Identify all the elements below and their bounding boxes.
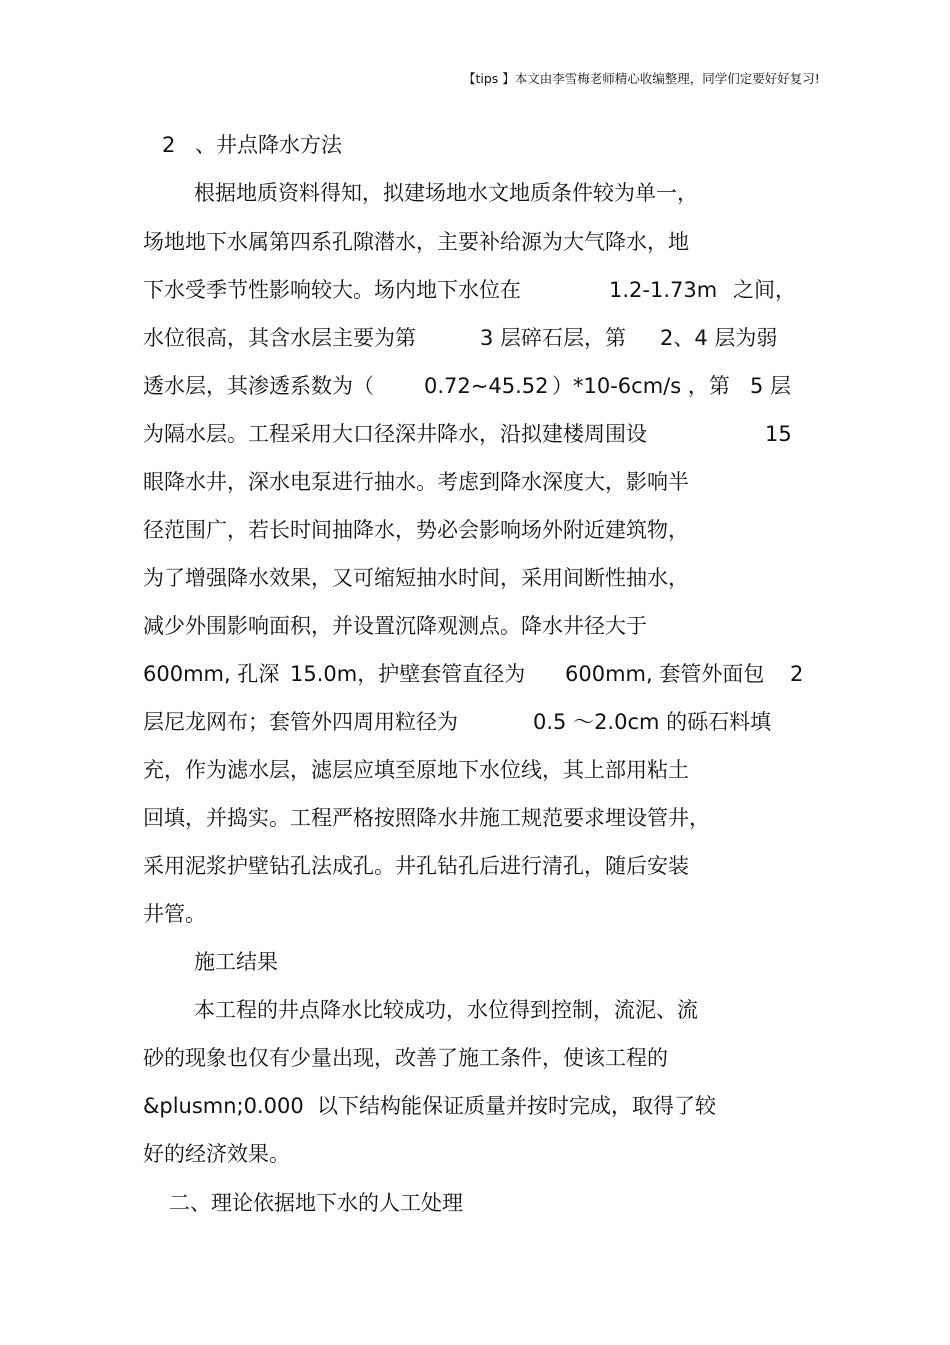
text-segment: 0.72~45.52 <box>424 374 549 398</box>
section-title <box>0 131 950 159</box>
text-segment: 为了增强降水效果，又可缩短抽水时间，采用间断性抽水， <box>143 566 689 590</box>
text-segment: &plusmn;0.000 <box>143 1094 304 1118</box>
text-segment: 眼降水井，深水电泵进行抽水。考虑到降水深度大，影响半 <box>143 470 689 494</box>
text-segment: 减少外围影响面积，并设置沉降观测点。降水井径大于 <box>143 614 647 638</box>
text-segment: 径范围广，若长时间抽降水，势必会影响场外附近建筑物， <box>143 518 689 542</box>
text-segment: 透水层，其渗透系数为（ <box>143 374 374 398</box>
section2-title <box>0 1189 950 1217</box>
paragraph-line <box>0 324 950 352</box>
paragraph-line <box>0 564 950 592</box>
text-segment: 本工程的井点降水比较成功，水位得到控制，流泥、流 <box>194 998 698 1022</box>
text-segment: 15 <box>765 422 792 446</box>
result-heading <box>0 948 950 976</box>
result-heading-text: 施工结果 <box>194 950 278 974</box>
text-segment: 600mm, 孔深 <box>143 662 280 686</box>
text-segment: 根据地质资料得知，拟建场地水文地质条件较为单一， <box>194 181 698 205</box>
text-segment: 采用泥浆护壁钻孔法成孔。井孔钻孔后进行清孔，随后安装 <box>143 854 689 878</box>
text-segment: 场地地下水属第四系孔隙潜水，主要补给源为大气降水，地 <box>143 230 689 254</box>
text-segment: 充，作为滤水层，滤层应填至原地下水位线，其上部用粘土 <box>143 758 689 782</box>
paragraph-line <box>0 900 950 928</box>
paragraph-line <box>0 468 950 496</box>
paragraph-line <box>0 276 950 304</box>
paragraph-line <box>0 660 950 688</box>
text-segment: 2、4 层为弱 <box>660 326 778 350</box>
text-segment: 15.0m，护壁套管直径为 <box>290 662 526 686</box>
text-segment: 0.5 ～2.0cm 的砾石料填 <box>533 710 772 734</box>
text-segment: 1.2-1.73m <box>609 278 718 302</box>
text-segment: 下水受季节性影响较大。场内地下水位在 <box>143 278 521 302</box>
paragraph-line <box>0 228 950 256</box>
paragraph-line <box>0 1140 950 1168</box>
text-segment: 3 层碎石层，第 <box>480 326 627 350</box>
paragraph-line <box>0 1044 950 1072</box>
text-segment: 为隔水层。工程采用大口径深井降水，沿拟建楼周围设 <box>143 422 647 446</box>
paragraph-line <box>0 179 950 207</box>
paragraph-line <box>0 420 950 448</box>
section-title-text: 、井点降水方法 <box>195 133 342 157</box>
section2-title-text: 二、理论依据地下水的人工处理 <box>169 1191 463 1215</box>
paragraph-line <box>0 1092 950 1120</box>
text-segment: 层尼龙网布；套管外四周用粒径为 <box>143 710 458 734</box>
text-segment: ）*10-6cm/s ，第 <box>552 374 730 398</box>
paragraph-line <box>0 756 950 784</box>
text-segment: 回填，并捣实。工程严格按照降水井施工规范要求埋设管井， <box>143 806 710 830</box>
text-segment: 2 <box>790 662 804 686</box>
paragraph-line <box>0 708 950 736</box>
text-segment: 井管。 <box>143 902 206 926</box>
text-segment: 之间， <box>733 278 796 302</box>
paragraph-line <box>0 996 950 1024</box>
text-segment: 以下结构能保证质量并按时完成，取得了较 <box>317 1094 716 1118</box>
text-segment: 好的经济效果。 <box>143 1142 290 1166</box>
paragraph-line <box>0 804 950 832</box>
text-segment: 600mm, 套管外面包 <box>565 662 765 686</box>
text-segment: 水位很高，其含水层主要为第 <box>143 326 416 350</box>
paragraph-line <box>0 372 950 400</box>
paragraph-line <box>0 852 950 880</box>
paragraph-line <box>0 612 950 640</box>
text-segment: 砂的现象也仅有少量出现，改善了施工条件，使该工程的 <box>143 1046 668 1070</box>
section-number: 2 <box>162 133 176 157</box>
paragraph-line <box>0 516 950 544</box>
text-segment: 5 层 <box>750 374 792 398</box>
header-tips: 【tips 】本文由李雪梅老师精心收编整理，同学们定要好好复习! <box>463 71 820 86</box>
